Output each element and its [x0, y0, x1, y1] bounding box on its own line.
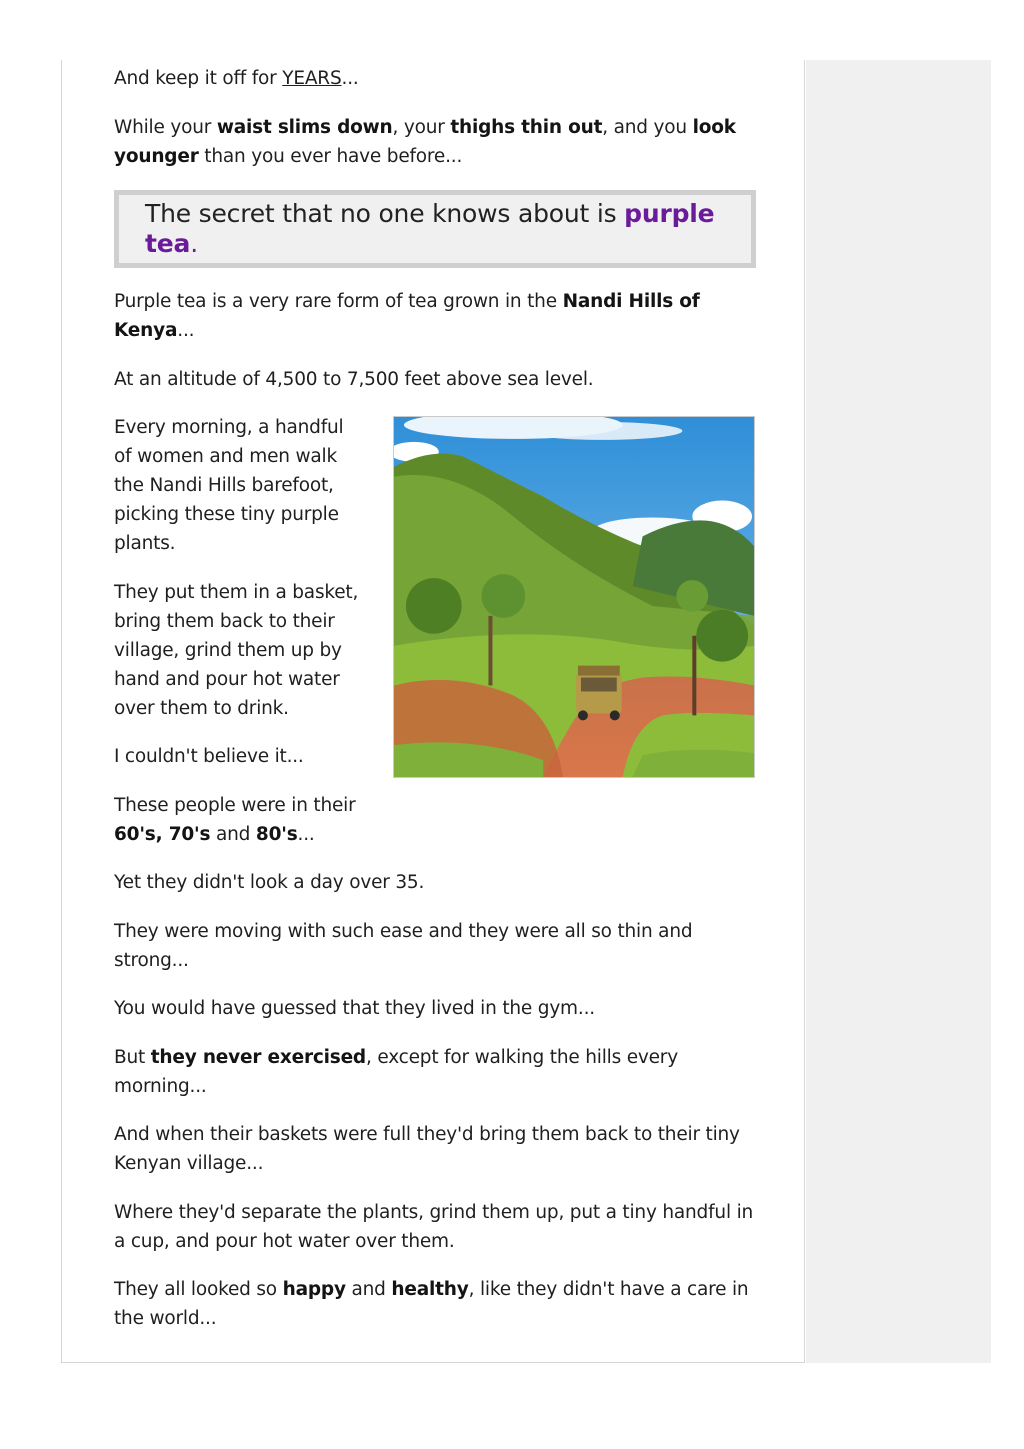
- purple-tea-highlight: purple tea: [145, 199, 715, 258]
- paragraph-benefits: While your waist slims down, your thighs thin out, and you look younger than you ever have before...: [114, 116, 736, 167]
- paragraph-happy: They all looked so happy and healthy, like they didn't have a care in the world...: [114, 1279, 749, 1329]
- paragraph-basket: They put them in a basket, bring them back to their village, grind them up by hand and pour hot water over them to drink.: [114, 581, 359, 719]
- paragraph-keep-off: And keep it off for YEARS...: [114, 68, 359, 89]
- paragraph-exercise: But they never exercised, except for walking the hills every morning...: [114, 1046, 678, 1097]
- paragraph-altitude: At an altitude of 4,500 to 7,500 feet above sea level.: [114, 368, 594, 390]
- paragraph-disbelief: I couldn't believe it...: [114, 746, 304, 767]
- image-text-section: [114, 413, 756, 849]
- paragraph-origin: Purple tea is a very rare form of tea grown in the Nandi Hills of Kenya...: [114, 291, 700, 341]
- paragraph-ease: They were moving with such ease and they were all so thin and strong...: [114, 920, 693, 971]
- secret-callout-box: The secret that no one knows about is purple tea.: [114, 190, 756, 268]
- years-link[interactable]: YEARS: [282, 68, 342, 89]
- paragraph-ages: These people were in their 60's, 70's and 80's...: [114, 794, 356, 845]
- right-sidebar: [806, 60, 991, 1363]
- landscape-image: [394, 417, 754, 777]
- paragraph-baskets: And when their baskets were full they'd bring them back to their tiny Kenyan village...: [114, 1124, 740, 1174]
- paragraph-separate: Where they'd separate the plants, grind them up, put a tiny handful in a cup, and pour hot water over them.: [114, 1201, 754, 1252]
- article-body: [114, 60, 756, 1353]
- paragraph-gym: You would have guessed that they lived in the gym...: [114, 998, 595, 1019]
- nandi-hills-photo: [393, 416, 755, 778]
- paragraph-morning: Every morning, a handful of women and men walk the Nandi Hills barefoot, picking these tiny purple plants.: [114, 417, 344, 554]
- article-container: [61, 60, 805, 1363]
- paragraph-look-35: Yet they didn't look a day over 35.: [114, 872, 425, 893]
